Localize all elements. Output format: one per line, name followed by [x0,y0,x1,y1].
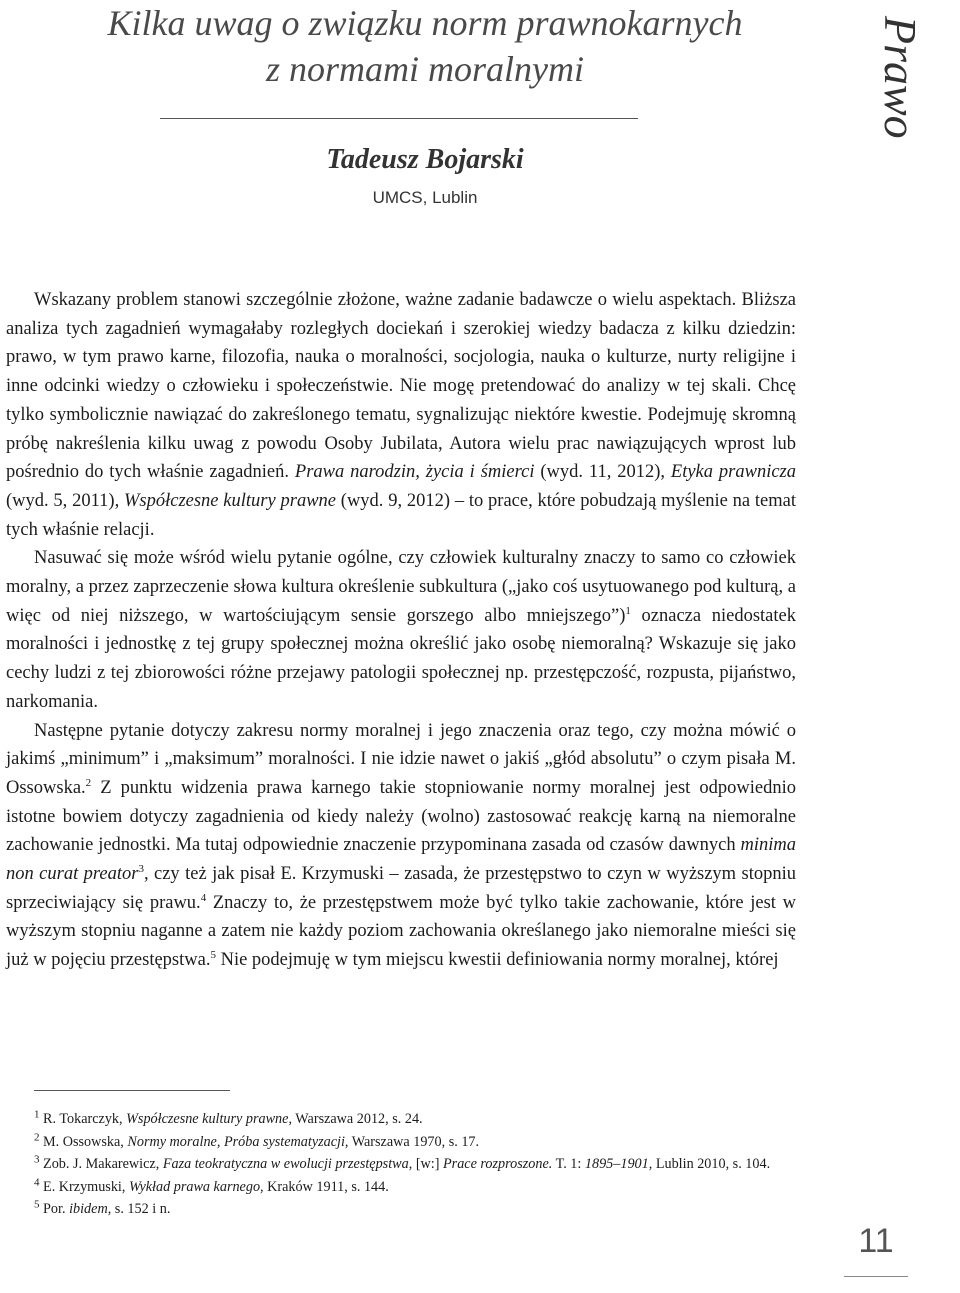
p1-text-1: Wskazany problem stanowi szczególnie złożone, ważne zadanie badawcze o wielu aspektach. Bliższa analiza tych zagadnień wymagałaby rozległych dociekań i szerokiej wiedzy badacza z kilku dziedzin: prawo, w tym prawo karne, filozofia, nauka o moralności, socjologia, nauka o kulturze, nurty religijne i inne odcinki wiedzy o człowieku i społeczeństwie. Nie mogę pretendować do analizy w tej skali. Chcę tylko symbolicznie nawiązać do zakreślonego tematu, sygnalizując niektóre kwestie. Podejmuję skromną próbę nakreślenia kilku uwag z powodu Osoby Jubilata, Autora wielu prac nawiązujących wprost lub pośrednio do tych właśnie zagadnień. [6,290,796,483]
p1-text-3: (wyd. 5, 2011), [6,490,124,511]
p3-text-2: Z punktu widzenia prawa karnego takie stopniowanie normy moralnej jest odpowiednio istotne bowiem dotyczy zagadnienia od kiedy należy (wolno) zastosować reakcję karną na niemoralne zachowanie jednostki. Ma tutaj odpowiednie znaczenie przypominana zasada od czasów dawnych [6,777,796,856]
p1-citation-3: Współczesne kultury prawne [123,490,336,511]
footnote-5: $^5$ Por. ibidem, s. 152 i n. [34,1198,171,1217]
section-label: Prawo [875,15,926,139]
footnote-ref-1[interactable]: 1 [625,604,631,617]
p1-citation-2: Etyka prawnicza [670,462,797,483]
paragraph-2 [6,544,796,716]
author-name: Tadeusz Bojarski [326,144,524,175]
article-title [40,0,810,92]
p2-text-1: Nasuwać się może wśród wielu pytanie ogólne, czy człowiek kulturalny znaczy to samo co człowiek moralny, a przez zaprzeczenie słowa kultura określenie subkultura („jako coś usytuowanego pod kulturą, a więc od niej niższego, w wartościującym sensie gorszego albo mniejszego”) [6,548,796,626]
footnote-ref-5[interactable]: 5 [210,949,216,962]
page-number: 11 [858,1222,894,1260]
article-body [6,286,796,975]
title-line-2: z normami moralnymi [265,49,584,89]
footnote-ref-3[interactable]: 3 [138,862,144,875]
p1-citation-1: Prawa narodzin, życia i śmierci [294,462,535,483]
footnote-2: $^2$ M. Ossowska, Normy moralne, Próba systematyzacji, Warszawa 1970, s. 17. [34,1130,480,1150]
page-number-underline [844,1276,908,1277]
p3-latin-phrase: minima non curat preator [6,835,796,885]
footnote-1: $^1$ R. Tokarczyk, Współczesne kultury prawne, Warszawa 2012, s. 24. [34,1108,423,1127]
footnotes [6,1108,796,1221]
p3-text-4: Znaczy to, że przestępstwem może być tylko takie zachowanie, które jest w wyższym stopniu naganne a zatem nie każdy poziom zachowania określanego jako niemoralne mieści się już w pojęciu przestępstwa. [6,892,796,971]
title-divider [160,118,638,119]
p1-text-4: (wyd. 9, 2012) – to prace, które pobudzają myślenie na temat tych właśnie relacji. [6,490,797,540]
p3-text-1: Następne pytanie dotyczy zakresu normy moralnej i jego znaczenia oraz tego, czy można mówić o jakimś „minimum” i „maksimum” moralności. I nie idzie nawet o jakiś „głód absolutu” o czym pisała M. Ossowska. [6,720,796,798]
paragraph-1 [6,286,796,544]
p2-text-2: oznacza niedostatek moralności i jednostkę z tej grupy społecznej można określić jako osobę niemoralną? Wskazuje się jako cechy ludzi z tej zbiorowości różne przejawy patologii społecznej np. przestępczość, rozpusta, pijaństwo, narkomania. [6,605,796,712]
footnote-ref-4[interactable]: 4 [200,891,207,904]
p1-text-2: (wyd. 11, 2012), [534,462,671,483]
paragraph-3 [6,717,796,975]
footnote-4: $^4$ E. Krzymuski, Wykład prawa karnego, Kraków 1911, s. 144. [34,1175,389,1195]
footnote-divider [34,1090,230,1091]
footnote-3: $^3$ Zob. J. Makarewicz, Faza teokratyczna w ewolucji przestępstwa, [w:] Prace rozproszone. T. 1: 1895–1901, Lublin 2010, s. 104. [34,1153,771,1172]
p3-text-5: Nie podejmuję w tym miejscu kwestii definiowania normy moralnej, której [215,950,779,971]
title-line-1: Kilka uwag o związku norm prawnokarnych [107,3,743,43]
footnote-ref-2[interactable]: 2 [85,776,92,789]
p3-text-3: , czy też jak pisał E. Krzymuski – zasada, że przestępstwo to czyn w wyższym stopniu sprzeciwiający się prawu. [6,864,796,913]
author-affiliation: UMCS, Lublin [372,188,478,207]
